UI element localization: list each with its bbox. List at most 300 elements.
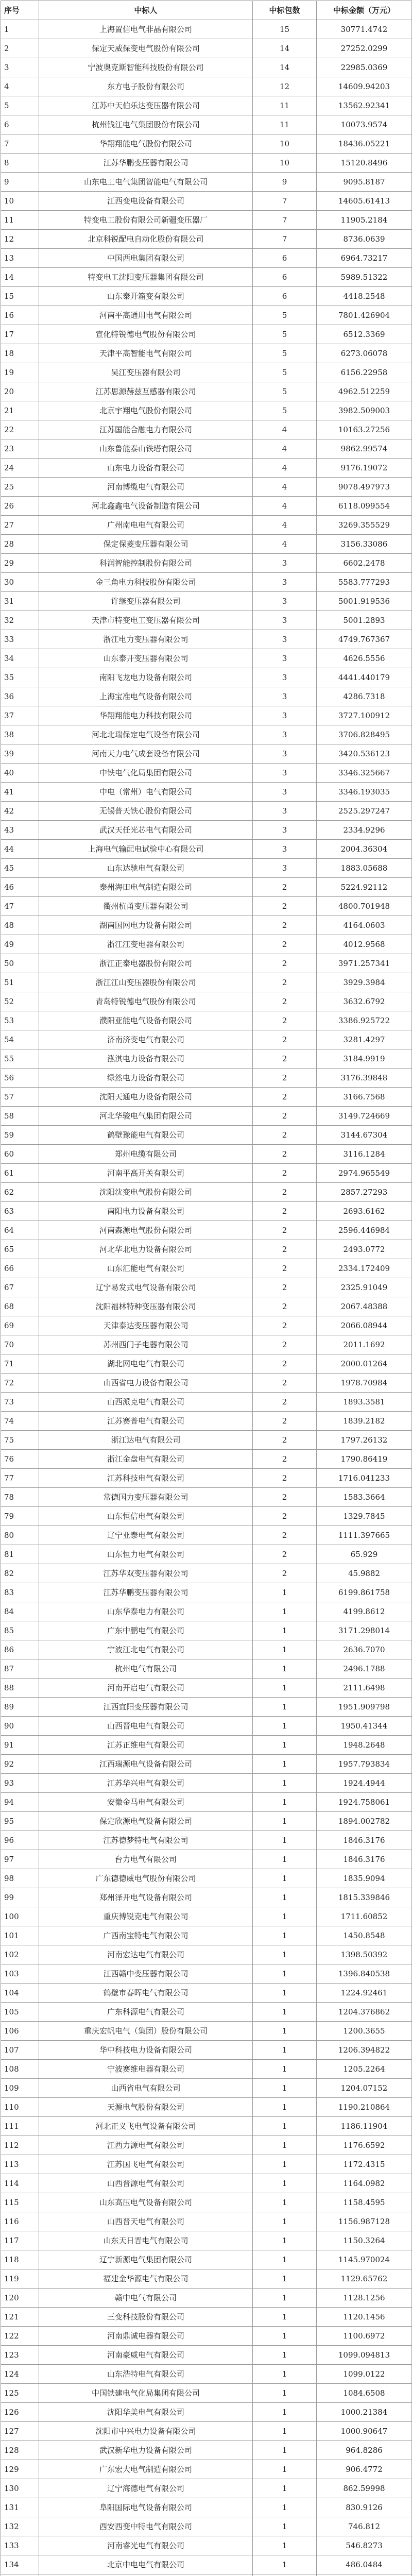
cell-winner: 辽宁亚泰电气有限公司: [39, 1526, 253, 1545]
table-row: [1, 478, 412, 497]
cell-package-count: 1: [253, 1907, 317, 1926]
cell-index: 98: [1, 1869, 39, 1888]
cell-winner: 济南济变电气有限公司: [39, 1030, 253, 1049]
cell-package-count: 1: [253, 2136, 317, 2155]
cell-amount: 14605.61413: [317, 192, 412, 211]
cell-index: 28: [1, 535, 39, 554]
cell-winner: 保定欣源电气设备有限公司: [39, 1812, 253, 1831]
cell-index: 41: [1, 783, 39, 802]
cell-winner: 上海电气输配电试验中心有限公司: [39, 840, 253, 859]
cell-amount: 2596.446984: [317, 1221, 412, 1240]
cell-index: 67: [1, 1278, 39, 1297]
cell-amount: 3171.298014: [317, 1621, 412, 1640]
table-row: [1, 401, 412, 420]
cell-index: 133: [1, 2536, 39, 2555]
cell-index: 127: [1, 2422, 39, 2441]
table-row: [1, 840, 412, 859]
table-row: [1, 2555, 412, 2574]
table-row: [1, 878, 412, 897]
cell-winner: 北京宇翔电气股份有限公司: [39, 401, 253, 420]
table-row: [1, 668, 412, 687]
cell-amount: 3706.828495: [317, 725, 412, 744]
table-row: [1, 2403, 412, 2422]
cell-package-count: 11: [253, 96, 317, 115]
table-row: [1, 1069, 412, 1088]
cell-winner: 西安西变中特电气有限公司: [39, 2517, 253, 2536]
cell-amount: 1200.3655: [317, 2022, 412, 2041]
cell-amount: 1128.1256: [317, 2289, 412, 2308]
cell-winner: 宣化特锐德电气股份有限公司: [39, 325, 253, 344]
cell-index: 6: [1, 115, 39, 134]
cell-index: 4: [1, 77, 39, 96]
cell-winner: 吴江变压器有限公司: [39, 363, 253, 382]
cell-amount: 1839.2182: [317, 1412, 412, 1431]
cell-index: 94: [1, 1793, 39, 1812]
cell-index: 1: [1, 20, 39, 39]
cell-amount: 10073.9574: [317, 115, 412, 134]
table-row: [1, 1374, 412, 1393]
cell-amount: 1846.3176: [317, 1850, 412, 1869]
cell-package-count: 3: [253, 611, 317, 630]
cell-winner: 山东汇能电气有限公司: [39, 1259, 253, 1278]
cell-winner: 广东中鹏电气有限公司: [39, 1621, 253, 1640]
cell-winner: 东方电子股份有限公司: [39, 77, 253, 96]
cell-winner: 河南鼎诚电器有限公司: [39, 2327, 253, 2346]
cell-winner: 中国铁建电气化局集团有限公司: [39, 2384, 253, 2403]
cell-package-count: 1: [253, 1945, 317, 1964]
table-row: [1, 77, 412, 96]
table-row: [1, 268, 412, 287]
table-row: [1, 1850, 412, 1869]
table-row: [1, 287, 412, 306]
table-row: [1, 821, 412, 840]
cell-package-count: 2: [253, 1297, 317, 1316]
cell-package-count: 3: [253, 821, 317, 840]
cell-amount: 15120.8496: [317, 154, 412, 173]
cell-index: 34: [1, 649, 39, 668]
table-row: [1, 611, 412, 630]
cell-winner: 宁波赛维电器有限公司: [39, 2060, 253, 2079]
cell-amount: 3116.1284: [317, 1145, 412, 1164]
table-row: [1, 192, 412, 211]
cell-winner: 山西派克电气有限公司: [39, 1393, 253, 1412]
table-row: [1, 363, 412, 382]
cell-index: 52: [1, 992, 39, 1011]
table-row: [1, 1755, 412, 1774]
cell-index: 44: [1, 840, 39, 859]
cell-amount: 1790.86419: [317, 1450, 412, 1469]
cell-amount: 3929.3984: [317, 973, 412, 992]
cell-winner: 天津平高智能电气有限公司: [39, 344, 253, 363]
cell-index: 9: [1, 173, 39, 192]
cell-package-count: 2: [253, 1564, 317, 1583]
cell-package-count: 2: [253, 1469, 317, 1488]
cell-amount: 9095.8187: [317, 173, 412, 192]
cell-index: 91: [1, 1736, 39, 1755]
table-row: [1, 1145, 412, 1164]
cell-amount: 3149.724669: [317, 1107, 412, 1126]
cell-winner: 河南宏达电气有限公司: [39, 1945, 253, 1964]
cell-index: 102: [1, 1945, 39, 1964]
cell-winner: 江苏华双变压器有限公司: [39, 1564, 253, 1583]
cell-amount: 5583.777293: [317, 573, 412, 592]
table-row: [1, 630, 412, 649]
cell-amount: 1951.909798: [317, 1698, 412, 1717]
cell-winner: 沈阳华美电气有限公司: [39, 2403, 253, 2422]
cell-winner: 河南开启电气有限公司: [39, 1679, 253, 1698]
cell-winner: 阜阳国际电气设备有限公司: [39, 2498, 253, 2517]
cell-winner: 郑州泽开电气设备有限公司: [39, 1888, 253, 1907]
table-row: [1, 1869, 412, 1888]
table-row: [1, 592, 412, 611]
cell-winner: 江苏国能合融电力有限公司: [39, 420, 253, 439]
cell-package-count: 1: [253, 1774, 317, 1793]
cell-package-count: 2: [253, 1488, 317, 1507]
table-header-row: [1, 1, 412, 20]
table-row: [1, 1507, 412, 1526]
cell-index: 123: [1, 2346, 39, 2365]
cell-winner: 苏州西门子电器有限公司: [39, 1335, 253, 1354]
cell-index: 84: [1, 1602, 39, 1621]
cell-amount: 1206.394822: [317, 2041, 412, 2060]
cell-package-count: 2: [253, 1335, 317, 1354]
cell-index: 13: [1, 249, 39, 268]
cell-index: 24: [1, 459, 39, 478]
table-row: [1, 382, 412, 401]
cell-index: 10: [1, 192, 39, 211]
table-row: [1, 1793, 412, 1812]
table-row: [1, 230, 412, 249]
cell-amount: 5001.919536: [317, 592, 412, 611]
cell-winner: 山西省电气有限公司: [39, 2079, 253, 2098]
cell-index: 106: [1, 2022, 39, 2041]
cell-index: 119: [1, 2269, 39, 2289]
cell-package-count: 3: [253, 859, 317, 878]
cell-package-count: 1: [253, 2117, 317, 2136]
cell-package-count: 3: [253, 687, 317, 706]
cell-winner: 科润智能控制股份有限公司: [39, 554, 253, 573]
cell-amount: 1224.92461: [317, 1984, 412, 2003]
cell-package-count: 2: [253, 1526, 317, 1545]
cell-winner: 山东鲁能泰山铁塔有限公司: [39, 439, 253, 459]
cell-winner: 杭州钱江电气集团股份有限公司: [39, 115, 253, 134]
cell-index: 81: [1, 1545, 39, 1564]
cell-package-count: 3: [253, 802, 317, 821]
cell-package-count: 1: [253, 2365, 317, 2384]
table-row: [1, 154, 412, 173]
table-row: [1, 1812, 412, 1831]
table-row: [1, 2003, 412, 2022]
cell-index: 77: [1, 1469, 39, 1488]
table-row: [1, 2022, 412, 2041]
cell-index: 105: [1, 2003, 39, 2022]
cell-winner: 辽宁海德电气有限公司: [39, 2479, 253, 2498]
cell-index: 88: [1, 1679, 39, 1698]
header-amount: 中标金额（万元）: [317, 1, 412, 20]
cell-package-count: 1: [253, 2555, 317, 2574]
cell-index: 95: [1, 1812, 39, 1831]
cell-amount: 1164.0982: [317, 2174, 412, 2193]
cell-package-count: 3: [253, 706, 317, 725]
table-row: [1, 325, 412, 344]
cell-index: 121: [1, 2308, 39, 2327]
cell-winner: 许继变压器有限公司: [39, 592, 253, 611]
cell-amount: 3386.925722: [317, 1011, 412, 1030]
cell-index: 90: [1, 1717, 39, 1736]
cell-index: 72: [1, 1374, 39, 1393]
cell-winner: 河南天力电气成套设备有限公司: [39, 744, 253, 764]
cell-index: 113: [1, 2155, 39, 2174]
cell-winner: 台力电气有限公司: [39, 1850, 253, 1869]
cell-winner: 三变科技股份有限公司: [39, 2308, 253, 2327]
table-row: [1, 420, 412, 439]
cell-amount: 2636.7070: [317, 1640, 412, 1659]
cell-package-count: 1: [253, 1755, 317, 1774]
cell-package-count: 2: [253, 1049, 317, 1069]
cell-winner: 华中科技电力设备有限公司: [39, 2041, 253, 2060]
cell-amount: 27252.0299: [317, 39, 412, 58]
cell-index: 117: [1, 2231, 39, 2250]
cell-package-count: 14: [253, 39, 317, 58]
cell-amount: 1129.65762: [317, 2269, 412, 2289]
cell-index: 19: [1, 363, 39, 382]
cell-index: 23: [1, 439, 39, 459]
cell-package-count: 2: [253, 1259, 317, 1278]
table-row: [1, 2155, 412, 2174]
cell-amount: 1583.3664: [317, 1488, 412, 1507]
cell-amount: 1950.41344: [317, 1717, 412, 1736]
cell-package-count: 3: [253, 592, 317, 611]
cell-amount: 14609.94203: [317, 77, 412, 96]
cell-index: 111: [1, 2117, 39, 2136]
cell-winner: 浙江达电气有限公司: [39, 1431, 253, 1450]
cell-index: 25: [1, 478, 39, 497]
cell-package-count: 1: [253, 2517, 317, 2536]
cell-amount: 6964.73217: [317, 249, 412, 268]
table-row: [1, 2574, 412, 2576]
cell-index: 8: [1, 154, 39, 173]
cell-index: 37: [1, 706, 39, 725]
cell-winner: 北京中电电气有限公司: [39, 2555, 253, 2574]
cell-winner: 沈阳沈变电气股份有限公司: [39, 1183, 253, 1202]
table-row: [1, 58, 412, 77]
cell-winner: 北京科锐配电自动化股份有限公司: [39, 230, 253, 249]
cell-winner: 河南博缆电气有限公司: [39, 478, 253, 497]
cell-package-count: 2: [253, 1088, 317, 1107]
cell-winner: 山东高压电气设备有限公司: [39, 2193, 253, 2212]
cell-index: 29: [1, 554, 39, 573]
table-row: [1, 706, 412, 725]
cell-package-count: 1: [253, 2231, 317, 2250]
table-row: [1, 802, 412, 821]
cell-index: 49: [1, 935, 39, 954]
table-row: [1, 2479, 412, 2498]
cell-index: 99: [1, 1888, 39, 1907]
cell-winner: 河北鑫鑫电气设备制造有限公司: [39, 497, 253, 516]
cell-amount: 746.812: [317, 2517, 412, 2536]
table-row: [1, 1945, 412, 1964]
cell-amount: [317, 2574, 412, 2576]
cell-index: 57: [1, 1088, 39, 1107]
cell-amount: 2325.91049: [317, 1278, 412, 1297]
cell-index: 26: [1, 497, 39, 516]
cell-winner: 江苏中天伯乐达变压器有限公司: [39, 96, 253, 115]
cell-index: 14: [1, 268, 39, 287]
cell-package-count: 1: [253, 1640, 317, 1659]
cell-package-count: 1: [253, 1964, 317, 1984]
cell-index: 32: [1, 611, 39, 630]
table-row: [1, 1774, 412, 1793]
cell-index: 97: [1, 1850, 39, 1869]
cell-index: 47: [1, 897, 39, 916]
cell-amount: 1158.4595: [317, 2193, 412, 2212]
table-row: [1, 1259, 412, 1278]
cell-winner: 山东浩特电气有限公司: [39, 2365, 253, 2384]
cell-index: 2: [1, 39, 39, 58]
header-package-count: 中标包数: [253, 1, 317, 20]
cell-winner: 河北北瑞保定电气设备有限公司: [39, 725, 253, 744]
cell-winner: 河北正义飞电气设备有限公司: [39, 2117, 253, 2136]
cell-amount: 1099.0122: [317, 2365, 412, 2384]
cell-amount: 546.8273: [317, 2536, 412, 2555]
table-row: [1, 20, 412, 39]
cell-winner: 金三角电力科技股份有限公司: [39, 573, 253, 592]
cell-package-count: 1: [253, 2346, 317, 2365]
table-row: [1, 344, 412, 363]
cell-winner: 濮阳亚能电气设备有限公司: [39, 1011, 253, 1030]
cell-amount: 45.9882: [317, 1564, 412, 1583]
table-row: [1, 1088, 412, 1107]
cell-index: 104: [1, 1984, 39, 2003]
cell-amount: 1716.041233: [317, 1469, 412, 1488]
cell-index: 112: [1, 2136, 39, 2155]
cell-amount: 3420.536123: [317, 744, 412, 764]
cell-amount: 2066.08944: [317, 1316, 412, 1335]
cell-index: 134: [1, 2555, 39, 2574]
cell-package-count: 1: [253, 1869, 317, 1888]
cell-amount: 4962.512259: [317, 382, 412, 401]
cell-index: 22: [1, 420, 39, 439]
cell-package-count: 2: [253, 897, 317, 916]
cell-amount: 1815.339846: [317, 1888, 412, 1907]
table-row: [1, 2231, 412, 2250]
cell-package-count: 1: [253, 2479, 317, 2498]
cell-package-count: 3: [253, 783, 317, 802]
cell-index: 110: [1, 2098, 39, 2117]
cell-index: 20: [1, 382, 39, 401]
table-row: [1, 1736, 412, 1755]
cell-amount: 2334.172409: [317, 1259, 412, 1278]
cell-index: 59: [1, 1126, 39, 1145]
cell-package-count: 1: [253, 1850, 317, 1869]
cell-index: 131: [1, 2498, 39, 2517]
table-row: [1, 1717, 412, 1736]
table-row: [1, 1926, 412, 1945]
cell-winner: 浙江江山变压器股份有限公司: [39, 973, 253, 992]
cell-index: 11: [1, 211, 39, 230]
cell-amount: 3982.509003: [317, 401, 412, 420]
cell-amount: 2693.6162: [317, 1202, 412, 1221]
cell-package-count: 4: [253, 535, 317, 554]
cell-index: 118: [1, 2250, 39, 2269]
bid-winner-table: [1, 1, 412, 2576]
cell-package-count: 2: [253, 1221, 317, 1240]
cell-amount: 65.929: [317, 1545, 412, 1564]
table-row: [1, 554, 412, 573]
cell-amount: 4749.767367: [317, 630, 412, 649]
table-row: [1, 1583, 412, 1602]
cell-index: 3: [1, 58, 39, 77]
cell-amount: 9176.19072: [317, 459, 412, 478]
cell-package-count: 2: [253, 1431, 317, 1450]
cell-index: 7: [1, 134, 39, 154]
table-row: [1, 2174, 412, 2193]
cell-winner: 特变电工股份有限公司新疆变压器厂: [39, 211, 253, 230]
table-row: [1, 1183, 412, 1202]
cell-index: 107: [1, 2041, 39, 2060]
cell-package-count: 1: [253, 2498, 317, 2517]
cell-amount: 5989.51322: [317, 268, 412, 287]
cell-package-count: 2: [253, 1145, 317, 1164]
cell-amount: 1957.793834: [317, 1755, 412, 1774]
cell-package-count: 1: [253, 1717, 317, 1736]
cell-winner: 河南睿光电气有限公司: [39, 2536, 253, 2555]
cell-package-count: 1: [253, 1736, 317, 1755]
cell-amount: 1204.376862: [317, 2003, 412, 2022]
cell-amount: 4164.0603: [317, 916, 412, 935]
cell-amount: 1924.4944: [317, 1774, 412, 1793]
table-row: [1, 2327, 412, 2346]
cell-package-count: 1: [253, 1583, 317, 1602]
cell-winner: 衢州杭甬变压器有限公司: [39, 897, 253, 916]
table-row: [1, 497, 412, 516]
cell-index: 54: [1, 1030, 39, 1049]
cell-index: 40: [1, 764, 39, 783]
table-row: [1, 2441, 412, 2460]
cell-package-count: 2: [253, 1202, 317, 1221]
cell-index: 120: [1, 2289, 39, 2308]
cell-package-count: 4: [253, 439, 317, 459]
cell-winner: 江苏华鹏变压器有限公司: [39, 154, 253, 173]
table-row: [1, 2422, 412, 2441]
table-row: [1, 764, 412, 783]
table-row: [1, 1164, 412, 1183]
cell-amount: 830.9126: [317, 2498, 412, 2517]
cell-winner: 山东恒力电气有限公司: [39, 1545, 253, 1564]
cell-index: 36: [1, 687, 39, 706]
table-row: [1, 516, 412, 535]
cell-amount: 1176.6592: [317, 2136, 412, 2155]
cell-winner: 山西晋电电气有限公司: [39, 1717, 253, 1736]
cell-winner: 沈阳市中兴电力设备有限公司: [39, 2422, 253, 2441]
table-row: [1, 2384, 412, 2403]
cell-package-count: 14: [253, 58, 317, 77]
cell-amount: 7801.426904: [317, 306, 412, 325]
cell-index: 17: [1, 325, 39, 344]
cell-index: 85: [1, 1621, 39, 1640]
cell-index: 116: [1, 2212, 39, 2231]
cell-index: 130: [1, 2479, 39, 2498]
table-row: [1, 1545, 412, 1564]
cell-package-count: 1: [253, 2384, 317, 2403]
cell-index: 101: [1, 1926, 39, 1945]
cell-package-count: 1: [253, 2212, 317, 2231]
cell-index: 66: [1, 1259, 39, 1278]
cell-index: 33: [1, 630, 39, 649]
cell-package-count: 1: [253, 2460, 317, 2479]
cell-amount: 1099.094813: [317, 2346, 412, 2365]
cell-index: 16: [1, 306, 39, 325]
